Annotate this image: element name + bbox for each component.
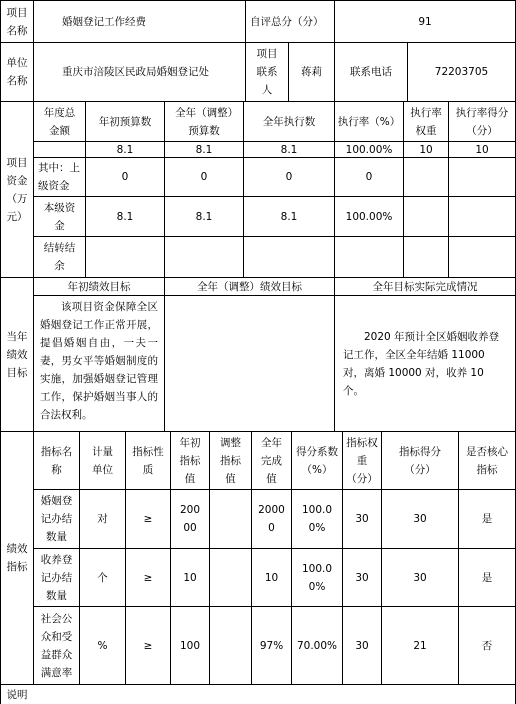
funds-section-label: 项目资金（万元） <box>6 156 28 223</box>
funds-header-rate: 执行率（%） <box>337 115 401 128</box>
ind-row-core: 否 <box>481 639 493 652</box>
ind-row-score: 30 <box>413 571 427 584</box>
ind-row-unit: 个 <box>97 571 108 584</box>
ind-row-core: 是 <box>481 513 493 525</box>
indicators-section-label: 绩效指标 <box>6 543 28 573</box>
ind-row-completed: 97% <box>259 639 284 652</box>
ind-row-coef: 100.00% <box>301 504 333 534</box>
funds-header-initial: 年初预算数 <box>98 115 152 128</box>
ind-row-unit: % <box>97 639 108 652</box>
funds-total-executed: 8.1 <box>280 143 298 156</box>
contact-name: 蒋莉 <box>301 66 322 78</box>
funds-row-label-local: 本级资金 <box>43 201 76 232</box>
ind-header-weight: 指标权重（分） <box>346 436 378 485</box>
ind-row-core: 是 <box>481 571 493 584</box>
ind-header-completed: 全年完成值 <box>261 436 282 485</box>
funds-header-weight: 执行率权重 <box>410 106 442 137</box>
ind-row-initial: 10 <box>183 571 197 584</box>
ind-header-name: 指标名称 <box>40 445 73 476</box>
funds-local-initial: 8.1 <box>116 210 134 223</box>
funds-header-score: 执行率得分（分） <box>455 106 509 137</box>
ind-header-adjusted: 调整指标值 <box>220 436 241 485</box>
goals-adjusted-text <box>165 296 334 431</box>
ind-row-weight: 30 <box>355 571 369 584</box>
funds-header-total: 年度总金额 <box>43 106 76 137</box>
ind-header-score: 指标得分（分） <box>399 445 441 476</box>
ind-row-nature: ≥ <box>143 513 153 525</box>
self-score-value: 91 <box>418 15 432 28</box>
ind-header-initial: 年初指标值 <box>179 436 201 485</box>
funds-local-executed: 8.1 <box>280 210 298 223</box>
goals-initial-text: 该项目资金保障全区婚姻登记工作正常开展，提倡婚姻自由，一夫一妻，男女平等婚姻制度的实施，加强婚姻登记管理工作，保护婚姻当事人的合法权利。 <box>40 301 158 421</box>
funds-local-adjusted: 8.1 <box>195 210 213 223</box>
ind-row-score: 21 <box>413 639 427 652</box>
unit-name-label: 单位名称 <box>6 57 28 87</box>
ind-header-coef: 得分系数（%） <box>296 445 338 476</box>
funds-superior-adjusted: 0 <box>200 171 208 183</box>
goals-header-actual: 全年目标实际完成情况 <box>372 280 478 293</box>
ind-header-core: 是否核心指标 <box>466 445 508 476</box>
funds-header-executed: 全年执行数 <box>262 115 316 128</box>
phone-label: 联系电话 <box>350 66 392 78</box>
funds-total-score: 10 <box>475 143 489 156</box>
ind-row-nature: ≥ <box>143 571 153 584</box>
funds-total-initial: 8.1 <box>116 143 134 156</box>
ind-row-adjusted <box>210 490 251 548</box>
project-name-value: 婚姻登记工作经费 <box>62 15 146 28</box>
goals-header-initial: 年初绩效目标 <box>67 280 131 293</box>
ind-row-completed: 20000 <box>258 504 285 534</box>
funds-superior-initial: 0 <box>121 171 129 183</box>
ind-row-weight: 30 <box>355 513 369 525</box>
unit-name-value: 重庆市涪陵区民政局婚姻登记处 <box>62 66 209 78</box>
ind-row-nature: ≥ <box>143 639 153 652</box>
ind-row-coef: 100.00% <box>301 562 333 593</box>
funds-local-rate: 100.00% <box>345 210 393 223</box>
ind-row-name: 社会公众和受益群众满意率 <box>40 612 73 679</box>
ind-row-adjusted <box>210 549 251 606</box>
ind-header-nature: 指标性质 <box>132 445 164 476</box>
note-label: 说明 <box>6 688 28 701</box>
ind-row-weight: 30 <box>355 639 369 652</box>
ind-row-completed: 10 <box>264 571 279 584</box>
ind-row-name: 收养登记办结数量 <box>40 553 73 602</box>
goals-section-label: 当年绩效目标 <box>6 330 28 379</box>
funds-header-adjusted: 全年（调整）预算数 <box>175 106 233 137</box>
funds-total-rate: 100.00% <box>345 143 393 156</box>
ind-row-score: 30 <box>413 513 427 525</box>
ind-row-adjusted <box>210 607 251 684</box>
ind-header-unit: 计量单位 <box>92 445 113 476</box>
project-name-label: 项目名称 <box>6 6 28 37</box>
self-score-label: 自评总分（分） <box>250 15 324 28</box>
ind-row-initial: 100 <box>179 639 201 652</box>
funds-row-label-carryover: 结转结余 <box>43 242 76 272</box>
funds-superior-rate: 0 <box>365 171 373 183</box>
ind-row-name: 婚姻登记办结数量 <box>40 495 73 543</box>
ind-row-coef: 70.00% <box>296 639 338 652</box>
funds-total-adjusted: 8.1 <box>195 143 213 156</box>
funds-total-weight: 10 <box>419 143 433 156</box>
contact-label: 项目联系人 <box>256 48 278 96</box>
funds-superior-executed: 0 <box>285 171 293 183</box>
phone-value: 72203705 <box>434 66 489 78</box>
funds-row-label-superior: 其中：上级资金 <box>38 162 80 192</box>
ind-row-initial: 20000 <box>179 504 201 534</box>
goals-actual-text: 2020 年预计全区婚姻收养登记工作，全区全年结婚 11000 对，离婚 10000 对，收养 10 个。 <box>343 330 500 397</box>
ind-row-unit: 对 <box>97 513 108 525</box>
goals-header-adjusted: 全年（调整）绩效目标 <box>197 280 302 293</box>
